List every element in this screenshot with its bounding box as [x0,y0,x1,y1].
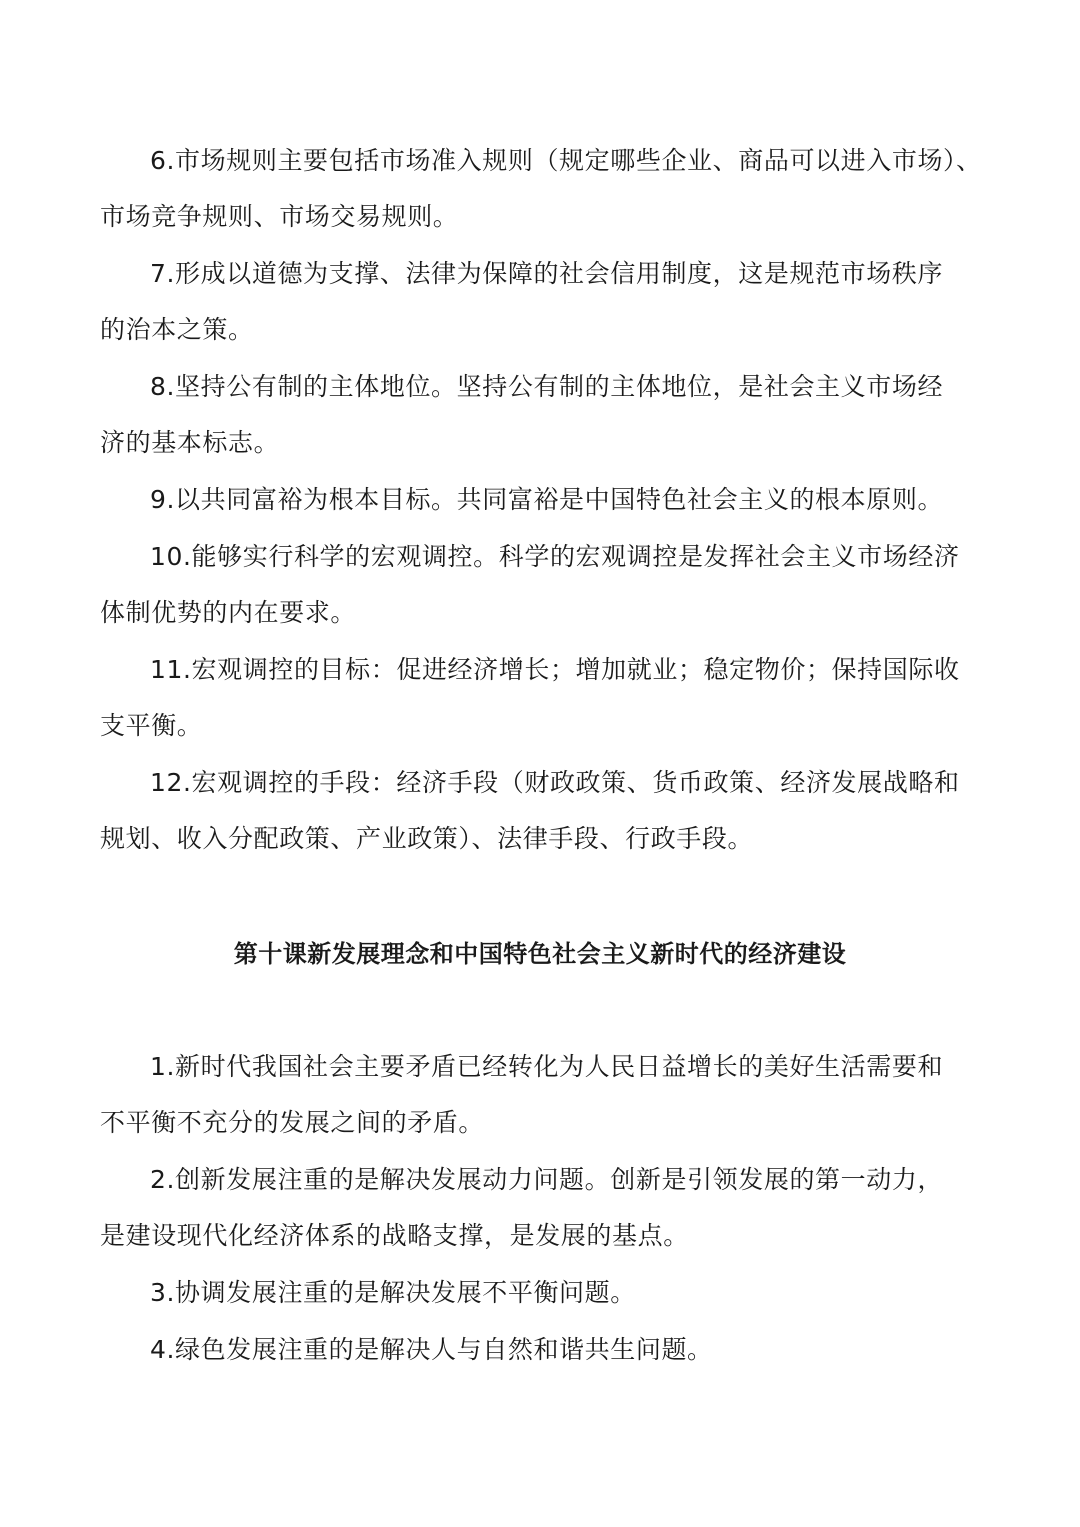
paragraph-line: 不平衡不充分的发展之间的矛盾。 [100,1108,485,1137]
paragraph-line: 2.创新发展注重的是解决发展动力问题。创新是引领发展的第一动力， [150,1165,944,1194]
paragraph-line: 的治本之策。 [100,315,254,344]
paragraph-macro-control [100,529,980,641]
paragraph-line: 9.以共同富裕为根本目标。共同富裕是中国特色社会主义的根本原则。 [150,485,944,514]
paragraph-line: 7.形成以道德为支撑、法律为保障的社会信用制度，这是规范市场秩序 [150,259,944,288]
paragraph-line: 支平衡。 [100,711,203,740]
paragraph-line: 8.坚持公有制的主体地位。坚持公有制的主体地位，是社会主义市场经 [150,372,944,401]
paragraph-line: 济的基本标志。 [100,428,280,457]
paragraph-macro-control-goals [100,642,980,754]
section-heading: 第十课新发展理念和中国特色社会主义新时代的经济建设 [233,939,847,968]
paragraph-market-rules [100,133,980,245]
paragraph-common-prosperity [100,472,980,528]
paragraph-innovative-development [100,1152,980,1264]
paragraph-line: 1.新时代我国社会主要矛盾已经转化为人民日益增长的美好生活需要和 [150,1052,944,1081]
paragraph-coordinated-development [100,1265,980,1321]
paragraph-line: 6.市场规则主要包括市场准入规则（规定哪些企业、商品可以进入市场）、 [150,146,982,175]
paragraph-line: 规划、收入分配政策、产业政策）、法律手段、行政手段。 [100,824,754,853]
paragraph-line: 3.协调发展注重的是解决发展不平衡问题。 [150,1278,636,1307]
paragraph-line: 是建设现代化经济体系的战略支撑，是发展的基点。 [100,1221,689,1250]
paragraph-credit-system [100,246,980,358]
paragraph-line: 12.宏观调控的手段：经济手段（财政政策、货币政策、经济发展战略和 [150,768,960,797]
paragraph-line: 体制优势的内在要求。 [100,598,357,627]
paragraph-main-contradiction [100,1039,980,1151]
paragraph-line: 4.绿色发展注重的是解决人与自然和谐共生问题。 [150,1335,713,1364]
paragraph-green-development [100,1322,980,1378]
paragraph-public-ownership [100,359,980,471]
paragraph-line: 10.能够实行科学的宏观调控。科学的宏观调控是发挥社会主义市场经济 [150,542,960,571]
paragraph-line: 市场竞争规则、市场交易规则。 [100,202,459,231]
paragraph-line: 11.宏观调控的目标：促进经济增长；增加就业；稳定物价；保持国际收 [150,655,960,684]
paragraph-macro-control-means [100,755,980,867]
